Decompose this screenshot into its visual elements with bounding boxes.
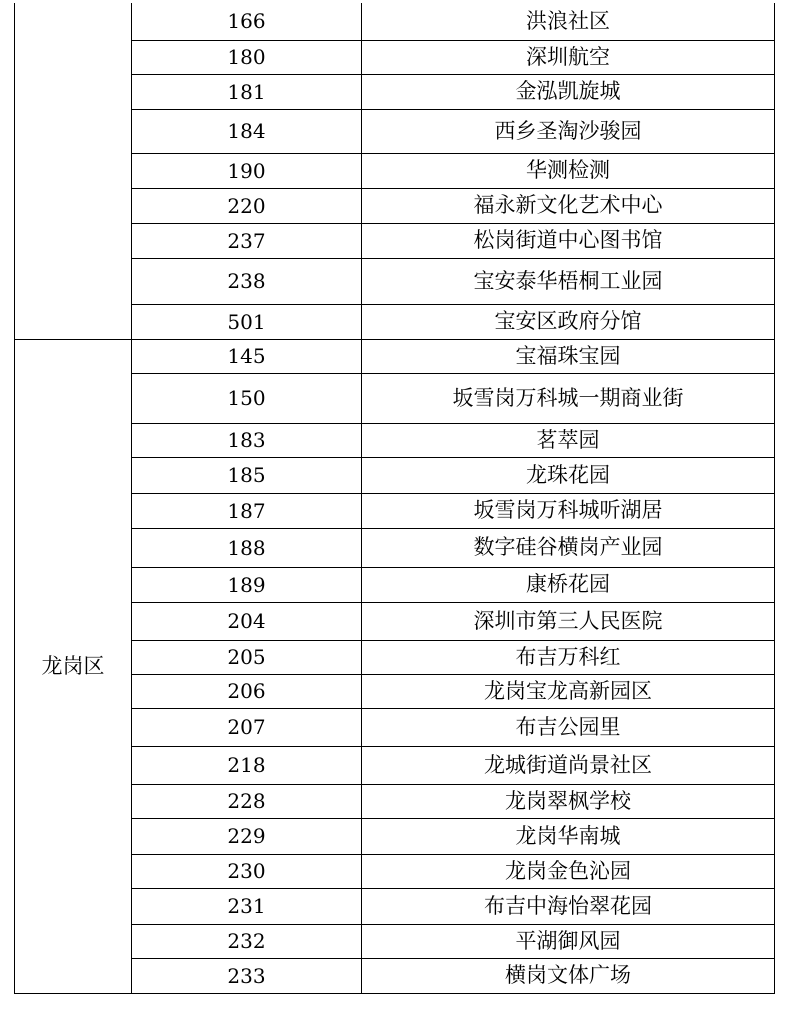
- site-number-cell: 185: [132, 457, 362, 493]
- site-name-cell: 金泓凯旋城: [362, 74, 775, 109]
- site-number-cell: 190: [132, 153, 362, 188]
- site-number-cell: 233: [132, 958, 362, 993]
- site-number-cell: 205: [132, 640, 362, 674]
- site-number-cell: 501: [132, 304, 362, 339]
- site-number-cell: 207: [132, 708, 362, 746]
- site-number-cell: 145: [132, 339, 362, 373]
- site-name-cell: 布吉中海怡翠花园: [362, 888, 775, 924]
- site-number-cell: 150: [132, 373, 362, 423]
- site-number-cell: 184: [132, 109, 362, 153]
- site-number-cell: 188: [132, 528, 362, 567]
- site-number-cell: 232: [132, 924, 362, 958]
- site-name-cell: 平湖御风园: [362, 924, 775, 958]
- site-number-cell: 206: [132, 674, 362, 708]
- site-number-cell: 189: [132, 567, 362, 602]
- site-name-cell: 松岗街道中心图书馆: [362, 223, 775, 258]
- site-name-cell: 龙城街道尚景社区: [362, 746, 775, 784]
- site-name-cell: 深圳航空: [362, 40, 775, 74]
- site-name-cell: 龙岗金色沁园: [362, 854, 775, 888]
- site-name-cell: 横岗文体广场: [362, 958, 775, 993]
- site-number-cell: 229: [132, 818, 362, 854]
- site-name-cell: 坂雪岗万科城一期商业街: [362, 373, 775, 423]
- site-name-cell: 布吉万科红: [362, 640, 775, 674]
- site-name-cell: 龙珠花园: [362, 457, 775, 493]
- site-name-cell: 福永新文化艺术中心: [362, 188, 775, 223]
- site-name-cell: 龙岗华南城: [362, 818, 775, 854]
- site-number-cell: 238: [132, 258, 362, 304]
- table-row: [15, 3, 775, 40]
- site-number-cell: 183: [132, 423, 362, 457]
- table-body: [15, 3, 775, 993]
- site-name-cell: 宝安区政府分馆: [362, 304, 775, 339]
- site-number-cell: 230: [132, 854, 362, 888]
- site-name-cell: 西乡圣淘沙骏园: [362, 109, 775, 153]
- site-number-cell: 187: [132, 493, 362, 528]
- site-number-cell: 220: [132, 188, 362, 223]
- site-number-cell: 218: [132, 746, 362, 784]
- district-cell: 龙岗区: [15, 339, 132, 993]
- site-name-cell: 数字硅谷横岗产业园: [362, 528, 775, 567]
- site-number-cell: 181: [132, 74, 362, 109]
- site-number-cell: 237: [132, 223, 362, 258]
- site-number-cell: 204: [132, 602, 362, 640]
- site-name-cell: 华测检测: [362, 153, 775, 188]
- site-name-cell: 深圳市第三人民医院: [362, 602, 775, 640]
- site-name-cell: 龙岗翠枫学校: [362, 784, 775, 818]
- site-number-cell: 231: [132, 888, 362, 924]
- library-table: [14, 3, 775, 994]
- site-name-cell: 龙岗宝龙高新园区: [362, 674, 775, 708]
- site-name-cell: 宝福珠宝园: [362, 339, 775, 373]
- site-name-cell: 宝安泰华梧桐工业园: [362, 258, 775, 304]
- site-name-cell: 坂雪岗万科城听湖居: [362, 493, 775, 528]
- site-name-cell: 茗萃园: [362, 423, 775, 457]
- site-name-cell: 洪浪社区: [362, 3, 775, 40]
- district-cell: [15, 3, 132, 339]
- site-number-cell: 228: [132, 784, 362, 818]
- table-row: [15, 339, 775, 373]
- site-number-cell: 180: [132, 40, 362, 74]
- site-name-cell: 布吉公园里: [362, 708, 775, 746]
- site-name-cell: 康桥花园: [362, 567, 775, 602]
- site-number-cell: 166: [132, 3, 362, 40]
